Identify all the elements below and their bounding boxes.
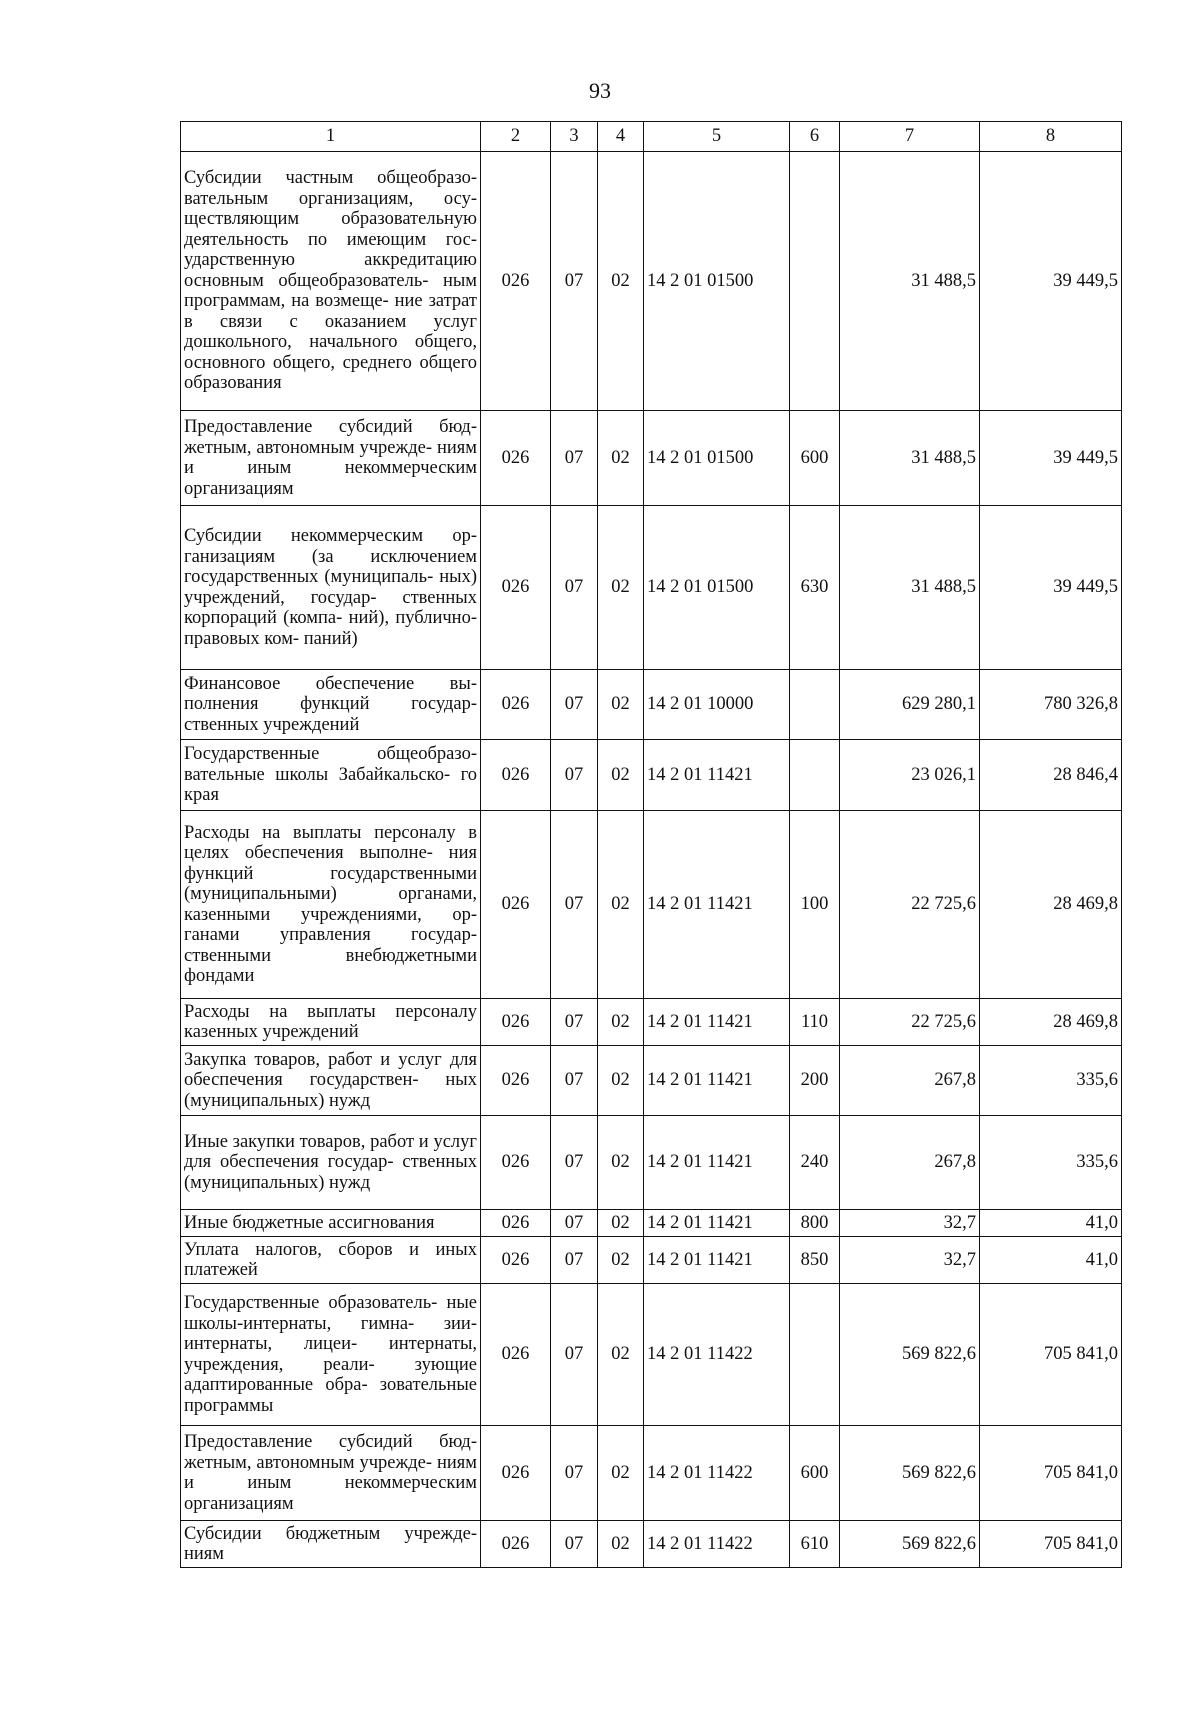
header-row <box>181 122 1122 152</box>
row-sum-1: 569 822,6 <box>840 1521 980 1568</box>
row-name: Закупка товаров, работ и услуг для обеспечения государствен- ных (муниципальных) нужд <box>181 1046 481 1116</box>
row-name: Иные бюджетные ассигнования <box>181 1210 481 1237</box>
row-pr: 02 <box>598 1237 644 1284</box>
column-header-2: 2 <box>481 122 551 152</box>
row-sum-2: 39 449,5 <box>980 411 1122 506</box>
table-row <box>181 1237 1122 1284</box>
row-vr: 100 <box>790 811 840 999</box>
budget-table <box>180 121 1122 1568</box>
table-row <box>181 1284 1122 1426</box>
row-rz: 07 <box>551 1210 598 1237</box>
row-grbs: 026 <box>481 1116 551 1210</box>
row-csr: 14 2 01 11421 <box>644 1237 790 1284</box>
row-csr: 14 2 01 11421 <box>644 1046 790 1116</box>
table-row <box>181 152 1122 411</box>
column-header-8: 8 <box>980 122 1122 152</box>
row-sum-1: 629 280,1 <box>840 670 980 740</box>
row-pr: 02 <box>598 506 644 670</box>
row-sum-2: 335,6 <box>980 1116 1122 1210</box>
row-pr: 02 <box>598 1284 644 1426</box>
row-sum-1: 32,7 <box>840 1237 980 1284</box>
row-grbs: 026 <box>481 152 551 411</box>
row-name: Расходы на выплаты персоналу в целях обеспечения выполне- ния функций государственными (муниципальными) органами, казенными учреждениями, ор- ганами управления государ- ственными внебюджетными фондами <box>181 811 481 999</box>
row-pr: 02 <box>598 1046 644 1116</box>
table-row <box>181 506 1122 670</box>
table-row <box>181 411 1122 506</box>
row-grbs: 026 <box>481 506 551 670</box>
row-vr: 110 <box>790 999 840 1046</box>
row-pr: 02 <box>598 1210 644 1237</box>
row-sum-1: 22 725,6 <box>840 999 980 1046</box>
row-vr: 610 <box>790 1521 840 1568</box>
row-name: Иные закупки товаров, работ и услуг для обеспечения государ- ственных (муниципальных) нужд <box>181 1116 481 1210</box>
row-sum-1: 267,8 <box>840 1116 980 1210</box>
row-csr: 14 2 01 11421 <box>644 740 790 811</box>
row-pr: 02 <box>598 811 644 999</box>
row-name: Предоставление субсидий бюд- жетным, автономным учрежде- ниям и иным некоммерческим организациям <box>181 1426 481 1521</box>
table-row <box>181 1426 1122 1521</box>
row-csr: 14 2 01 11421 <box>644 1116 790 1210</box>
row-vr: 600 <box>790 1426 840 1521</box>
row-rz: 07 <box>551 411 598 506</box>
row-pr: 02 <box>598 740 644 811</box>
row-csr: 14 2 01 11421 <box>644 999 790 1046</box>
row-sum-2: 335,6 <box>980 1046 1122 1116</box>
table-row <box>181 1116 1122 1210</box>
row-sum-2: 28 469,8 <box>980 999 1122 1046</box>
row-csr: 14 2 01 10000 <box>644 670 790 740</box>
row-rz: 07 <box>551 1521 598 1568</box>
table-row <box>181 670 1122 740</box>
row-sum-2: 28 846,4 <box>980 740 1122 811</box>
table-row <box>181 811 1122 999</box>
row-sum-2: 41,0 <box>980 1237 1122 1284</box>
row-rz: 07 <box>551 152 598 411</box>
row-sum-1: 267,8 <box>840 1046 980 1116</box>
column-header-4: 4 <box>598 122 644 152</box>
row-rz: 07 <box>551 1426 598 1521</box>
row-csr: 14 2 01 11421 <box>644 811 790 999</box>
row-sum-1: 23 026,1 <box>840 740 980 811</box>
row-grbs: 026 <box>481 1046 551 1116</box>
column-header-5: 5 <box>644 122 790 152</box>
row-sum-1: 32,7 <box>840 1210 980 1237</box>
row-grbs: 026 <box>481 1237 551 1284</box>
row-vr <box>790 1284 840 1426</box>
row-vr: 800 <box>790 1210 840 1237</box>
row-sum-2: 705 841,0 <box>980 1521 1122 1568</box>
row-grbs: 026 <box>481 811 551 999</box>
row-grbs: 026 <box>481 1210 551 1237</box>
row-sum-2: 39 449,5 <box>980 506 1122 670</box>
row-pr: 02 <box>598 1116 644 1210</box>
row-csr: 14 2 01 01500 <box>644 506 790 670</box>
row-name: Государственные общеобразо- вательные школы Забайкальско- го края <box>181 740 481 811</box>
row-vr: 600 <box>790 411 840 506</box>
row-csr: 14 2 01 11422 <box>644 1284 790 1426</box>
row-rz: 07 <box>551 999 598 1046</box>
row-rz: 07 <box>551 506 598 670</box>
row-name: Уплата налогов, сборов и иных платежей <box>181 1237 481 1284</box>
row-name: Предоставление субсидий бюд- жетным, автономным учрежде- ниям и иным некоммерческим организациям <box>181 411 481 506</box>
row-grbs: 026 <box>481 740 551 811</box>
column-header-3: 3 <box>551 122 598 152</box>
row-sum-1: 569 822,6 <box>840 1426 980 1521</box>
column-header-7: 7 <box>840 122 980 152</box>
row-sum-2: 28 469,8 <box>980 811 1122 999</box>
column-header-1: 1 <box>181 122 481 152</box>
row-grbs: 026 <box>481 999 551 1046</box>
row-sum-1: 31 488,5 <box>840 506 980 670</box>
table-row <box>181 999 1122 1046</box>
row-rz: 07 <box>551 1284 598 1426</box>
row-sum-2: 705 841,0 <box>980 1284 1122 1426</box>
row-csr: 14 2 01 11421 <box>644 1210 790 1237</box>
row-grbs: 026 <box>481 1284 551 1426</box>
table-row <box>181 1046 1122 1116</box>
row-name: Расходы на выплаты персоналу казенных учреждений <box>181 999 481 1046</box>
row-csr: 14 2 01 01500 <box>644 152 790 411</box>
row-sum-1: 31 488,5 <box>840 152 980 411</box>
row-sum-2: 780 326,8 <box>980 670 1122 740</box>
table-row <box>181 740 1122 811</box>
page-number: 93 <box>589 78 611 103</box>
row-vr: 630 <box>790 506 840 670</box>
row-csr: 14 2 01 01500 <box>644 411 790 506</box>
row-rz: 07 <box>551 811 598 999</box>
row-pr: 02 <box>598 1426 644 1521</box>
row-rz: 07 <box>551 1237 598 1284</box>
row-grbs: 026 <box>481 411 551 506</box>
row-pr: 02 <box>598 1521 644 1568</box>
row-pr: 02 <box>598 670 644 740</box>
row-grbs: 026 <box>481 670 551 740</box>
row-name: Субсидии некоммерческим ор- ганизациям (за исключением государственных (муниципаль- ных) учреждений, государ- ственных корпораций (компа- ний), публично-правовых ком- паний) <box>181 506 481 670</box>
row-vr: 240 <box>790 1116 840 1210</box>
table-row <box>181 1521 1122 1568</box>
row-grbs: 026 <box>481 1521 551 1568</box>
row-rz: 07 <box>551 670 598 740</box>
row-sum-2: 41,0 <box>980 1210 1122 1237</box>
row-rz: 07 <box>551 1116 598 1210</box>
row-vr: 850 <box>790 1237 840 1284</box>
row-vr <box>790 670 840 740</box>
table-row <box>181 1210 1122 1237</box>
row-pr: 02 <box>598 411 644 506</box>
row-name: Субсидии бюджетным учрежде- ниям <box>181 1521 481 1568</box>
row-vr: 200 <box>790 1046 840 1116</box>
row-csr: 14 2 01 11422 <box>644 1426 790 1521</box>
row-csr: 14 2 01 11422 <box>644 1521 790 1568</box>
row-vr <box>790 152 840 411</box>
row-name: Субсидии частным общеобразо- вательным организациям, осу- ществляющим образовательную деятельность по имеющим гос- ударственную аккредитацию основным общеобразователь- ным программам, на возмеще- ние затрат в связи с оказанием услуг дошкольного, начального общего, основного общего, среднего общего образования <box>181 152 481 411</box>
row-vr <box>790 740 840 811</box>
row-name: Финансовое обеспечение вы- полнения функций государ- ственных учреждений <box>181 670 481 740</box>
row-sum-2: 705 841,0 <box>980 1426 1122 1521</box>
row-sum-1: 31 488,5 <box>840 411 980 506</box>
row-name: Государственные образователь- ные школы-интернаты, гимна- зии-интернаты, лицеи- интернаты, учреждения, реали- зующие адаптированные обра- зовательные программы <box>181 1284 481 1426</box>
row-sum-1: 569 822,6 <box>840 1284 980 1426</box>
row-grbs: 026 <box>481 1426 551 1521</box>
row-rz: 07 <box>551 1046 598 1116</box>
row-pr: 02 <box>598 152 644 411</box>
row-rz: 07 <box>551 740 598 811</box>
row-sum-2: 39 449,5 <box>980 152 1122 411</box>
row-pr: 02 <box>598 999 644 1046</box>
row-sum-1: 22 725,6 <box>840 811 980 999</box>
column-header-6: 6 <box>790 122 840 152</box>
